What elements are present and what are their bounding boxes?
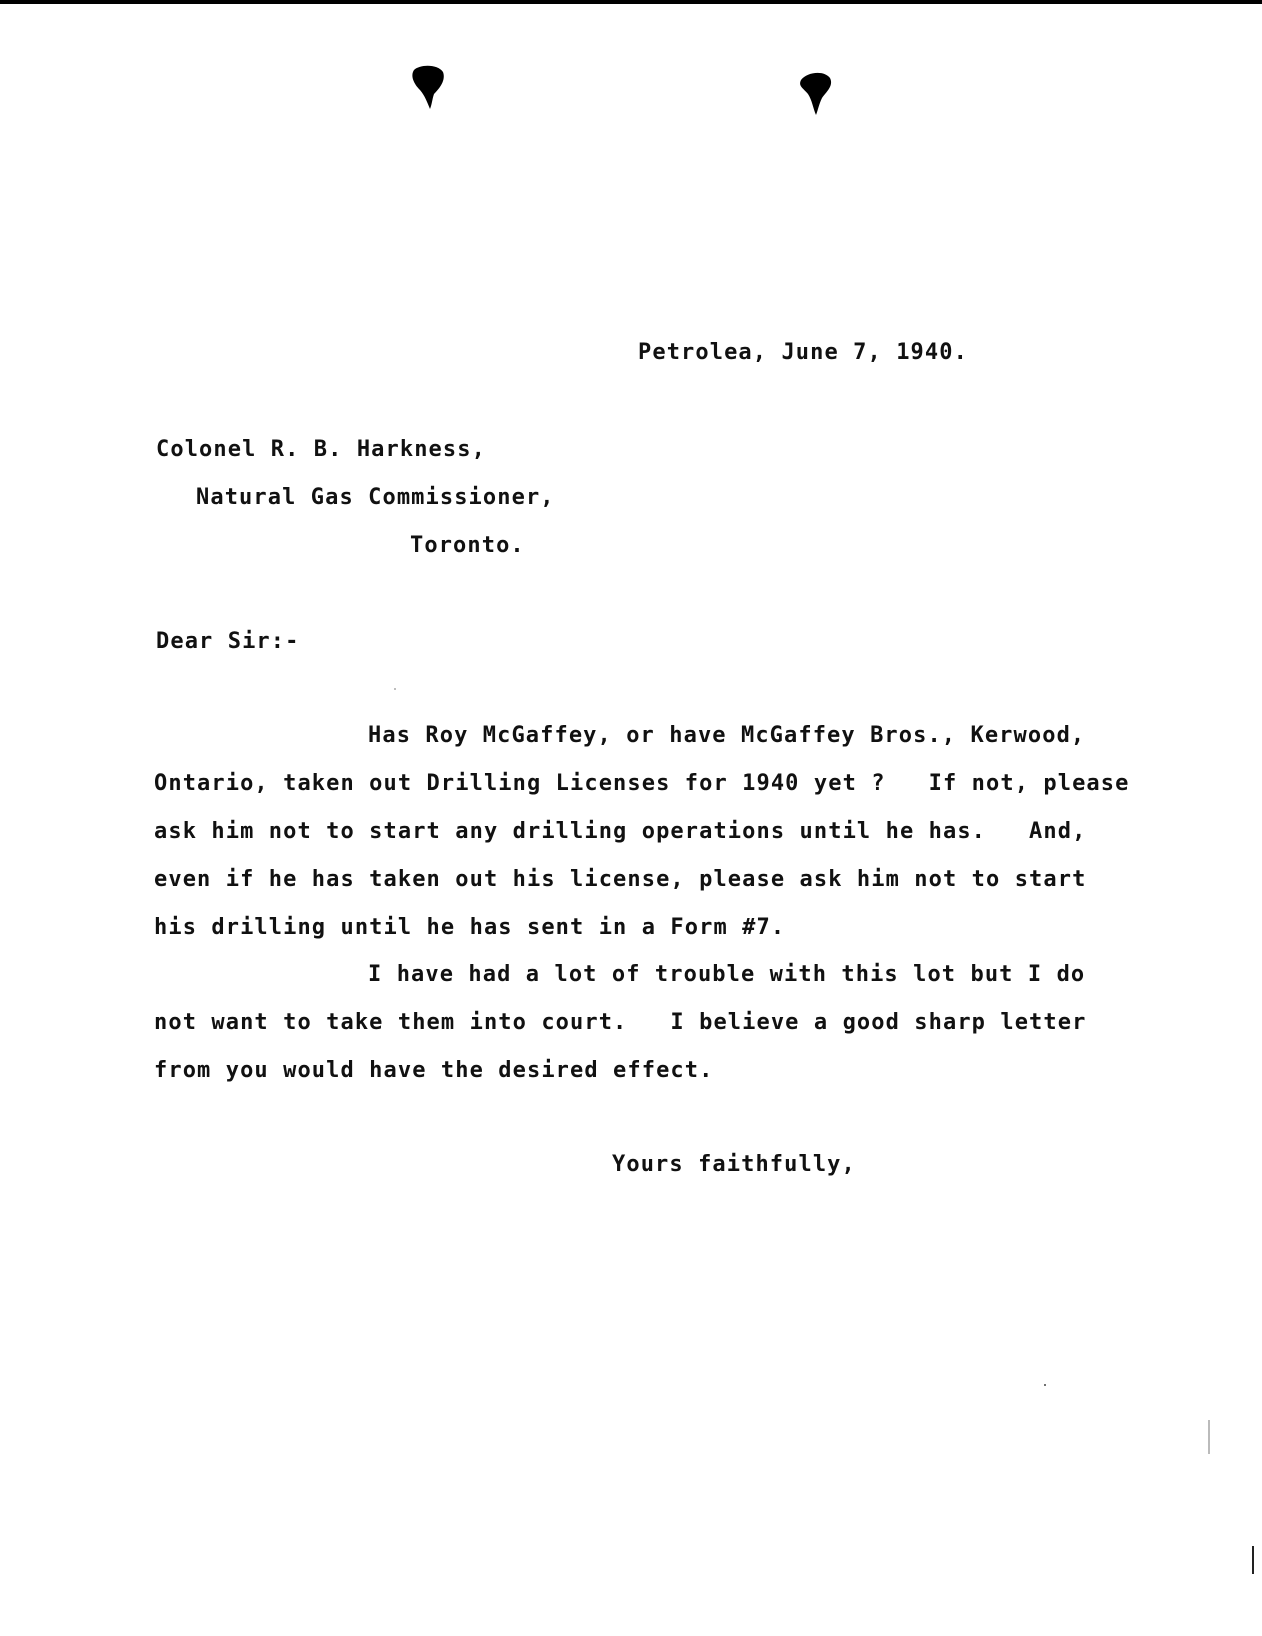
salutation: Dear Sir:-: [156, 629, 300, 654]
body-line: I have had a lot of trouble with this lot but I do: [368, 962, 1086, 987]
scan-speck: [1044, 1384, 1046, 1386]
recipient-title: Natural Gas Commissioner,: [196, 485, 555, 510]
body-line: not want to take them into court. I believe a good sharp letter: [154, 1010, 1087, 1035]
body-line: Has Roy McGaffey, or have McGaffey Bros., Kerwood,: [368, 723, 1086, 748]
page-top-edge: [0, 0, 1262, 4]
punch-hole-left: [410, 64, 446, 110]
punch-hole-right: [798, 70, 834, 116]
body-line: ask him not to start any drilling operations until he has. And,: [154, 819, 1087, 844]
body-line: even if he has taken out his license, please ask him not to start: [154, 867, 1087, 892]
scan-edge-mark: [1208, 1420, 1210, 1454]
recipient-city: Toronto.: [410, 533, 525, 558]
scan-edge-mark: [1252, 1546, 1254, 1574]
closing: Yours faithfully,: [612, 1152, 856, 1177]
body-line: from you would have the desired effect.: [154, 1058, 714, 1083]
scan-speck: [394, 688, 396, 690]
letter-date-line: Petrolea, June 7, 1940.: [638, 340, 968, 365]
body-line: his drilling until he has sent in a Form #7.: [154, 915, 786, 940]
body-line: Ontario, taken out Drilling Licenses for 1940 yet ? If not, please: [154, 771, 1130, 796]
recipient-name: Colonel R. B. Harkness,: [156, 437, 486, 462]
